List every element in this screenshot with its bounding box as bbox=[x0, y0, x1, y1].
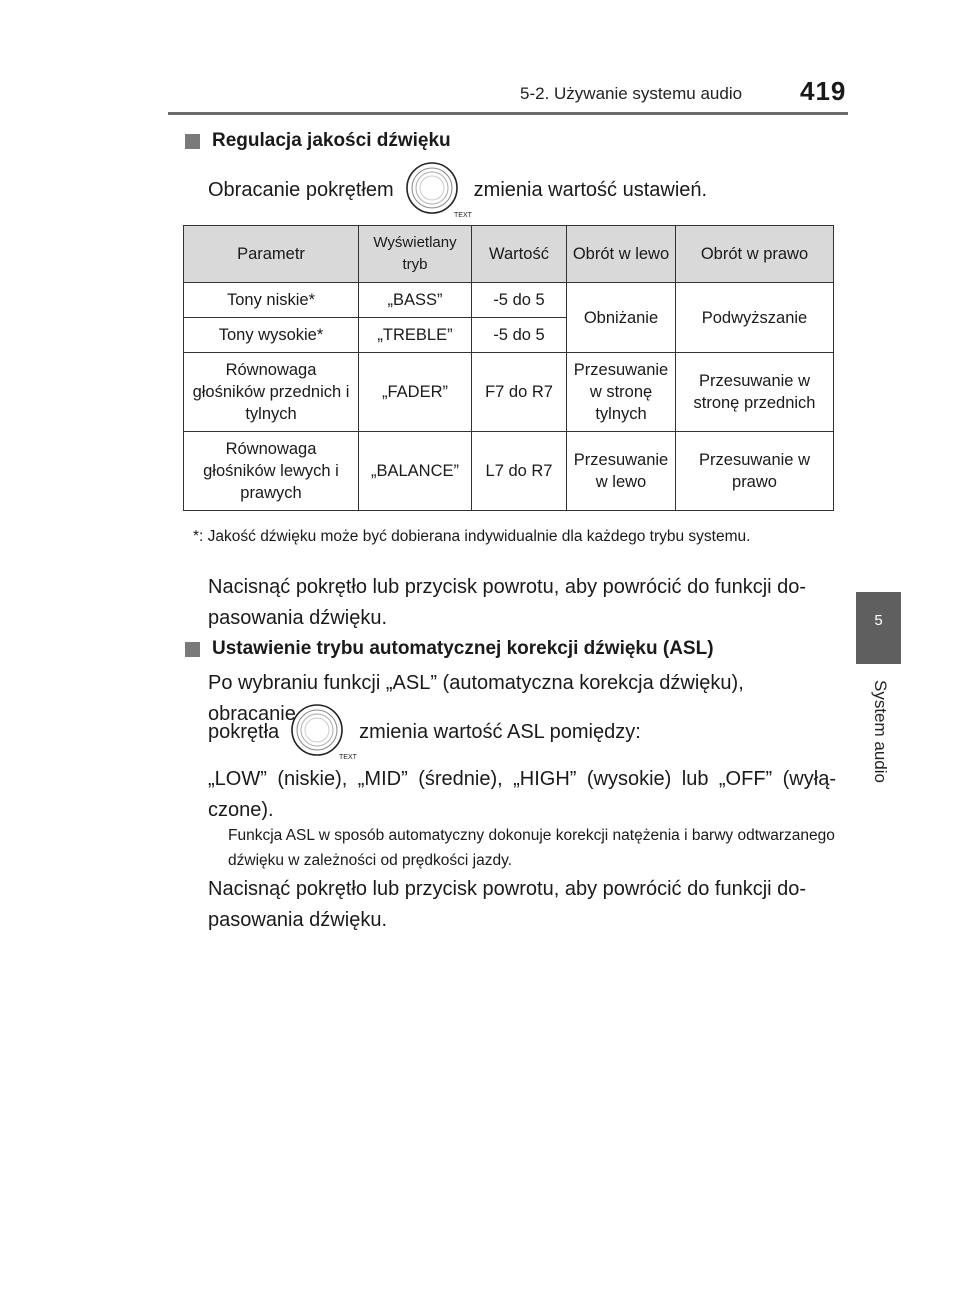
tune-knob-icon bbox=[289, 704, 358, 761]
page-number: 419 bbox=[800, 76, 847, 106]
square-bullet-icon bbox=[185, 642, 200, 657]
section-title: 5-2. Używanie systemu audio bbox=[520, 84, 743, 103]
cell-display-mode: „TREBLE” bbox=[359, 318, 472, 353]
col-header-rotate-right: Obrót w prawo bbox=[676, 226, 834, 283]
cell-display-mode: „FADER” bbox=[359, 353, 472, 432]
svg-text:TEXT: TEXT bbox=[453, 212, 472, 219]
cell-display-mode: „BALANCE” bbox=[359, 432, 472, 511]
square-bullet-icon bbox=[185, 134, 200, 149]
asl-line-3: „LOW” (niskie), „MID” (średnie), „HIGH” (wysokie) lub „OFF” (wyłączone). bbox=[208, 768, 836, 821]
cell-parameter: Równowaga głośników lewych i prawych bbox=[184, 432, 359, 511]
asl-note: Funkcja ASL w sposób automatyczny dokonuje korekcji natężenia i barwy odtwarzanego dźwięku w zależności od prędkości jazdy. bbox=[228, 827, 835, 869]
cell-value: -5 do 5 bbox=[472, 283, 567, 318]
section-heading-sound-quality bbox=[185, 130, 451, 152]
asl-line-1: Po wybraniu funkcji „ASL” (automatyczna korekcja dźwięku), obracanie bbox=[208, 672, 744, 725]
cell-rotate-right: Przesuwanie w prawo bbox=[676, 432, 834, 511]
chapter-tab bbox=[856, 592, 901, 664]
table-row bbox=[184, 283, 834, 318]
table-row bbox=[184, 432, 834, 511]
heading-text: Regulacja jakości dźwięku bbox=[212, 130, 451, 151]
cell-rotate-left: Przesuwanie w lewo bbox=[567, 432, 676, 511]
asl-text-after: zmienia wartość ASL pomiędzy: bbox=[359, 720, 641, 743]
intro-text-after: zmienia wartość ustawień. bbox=[473, 178, 708, 201]
col-header-display-mode: Wyświetlany tryb bbox=[359, 226, 472, 283]
table-row bbox=[184, 353, 834, 432]
cell-value: L7 do R7 bbox=[472, 432, 567, 511]
cell-rotate-right: Podwyższanie bbox=[676, 283, 834, 353]
chapter-label: System audio bbox=[871, 680, 890, 783]
return-instruction-2: Nacisnąć pokrętło lub przycisk powrotu, aby powrócić do funkcji dopasowania dźwięku. bbox=[208, 878, 807, 931]
return-instruction-1: Nacisnąć pokrętło lub przycisk powrotu, aby powrócić do funkcji dopasowania dźwięku. bbox=[208, 576, 807, 629]
page-header bbox=[0, 0, 960, 120]
asl-line-2 bbox=[208, 702, 641, 762]
header-divider bbox=[168, 112, 848, 115]
cell-value: F7 do R7 bbox=[472, 353, 567, 432]
table-header-row bbox=[184, 226, 834, 283]
cell-rotate-left: Obniżanie bbox=[567, 283, 676, 353]
col-header-parameter: Parametr bbox=[184, 226, 359, 283]
cell-parameter: Równowaga głośników przednich i tylnych bbox=[184, 353, 359, 432]
cell-display-mode: „BASS” bbox=[359, 283, 472, 318]
intro-text-before: Obracanie pokrętłem bbox=[208, 178, 394, 201]
sound-settings-table bbox=[183, 225, 834, 511]
cell-parameter: Tony wysokie* bbox=[184, 318, 359, 353]
cell-rotate-right: Przesuwanie w stronę przednich bbox=[676, 353, 834, 432]
asl-text-before: pokrętła bbox=[208, 720, 280, 743]
intro-line bbox=[208, 160, 707, 220]
svg-text:TEXT: TEXT bbox=[339, 754, 358, 761]
cell-rotate-left: Przesuwanie w stronę tylnych bbox=[567, 353, 676, 432]
cell-parameter: Tony niskie* bbox=[184, 283, 359, 318]
col-header-value: Wartość bbox=[472, 226, 567, 283]
table-footnote: *: Jakość dźwięku może być dobierana indywidualnie dla każdego trybu systemu. bbox=[193, 528, 751, 545]
chapter-number: 5 bbox=[874, 612, 883, 629]
cell-value: -5 do 5 bbox=[472, 318, 567, 353]
heading-text: Ustawienie trybu automatycznej korekcji dźwięku (ASL) bbox=[212, 638, 714, 659]
section-heading-asl bbox=[185, 638, 714, 660]
col-header-rotate-left: Obrót w lewo bbox=[567, 226, 676, 283]
tune-knob-icon bbox=[404, 162, 472, 219]
